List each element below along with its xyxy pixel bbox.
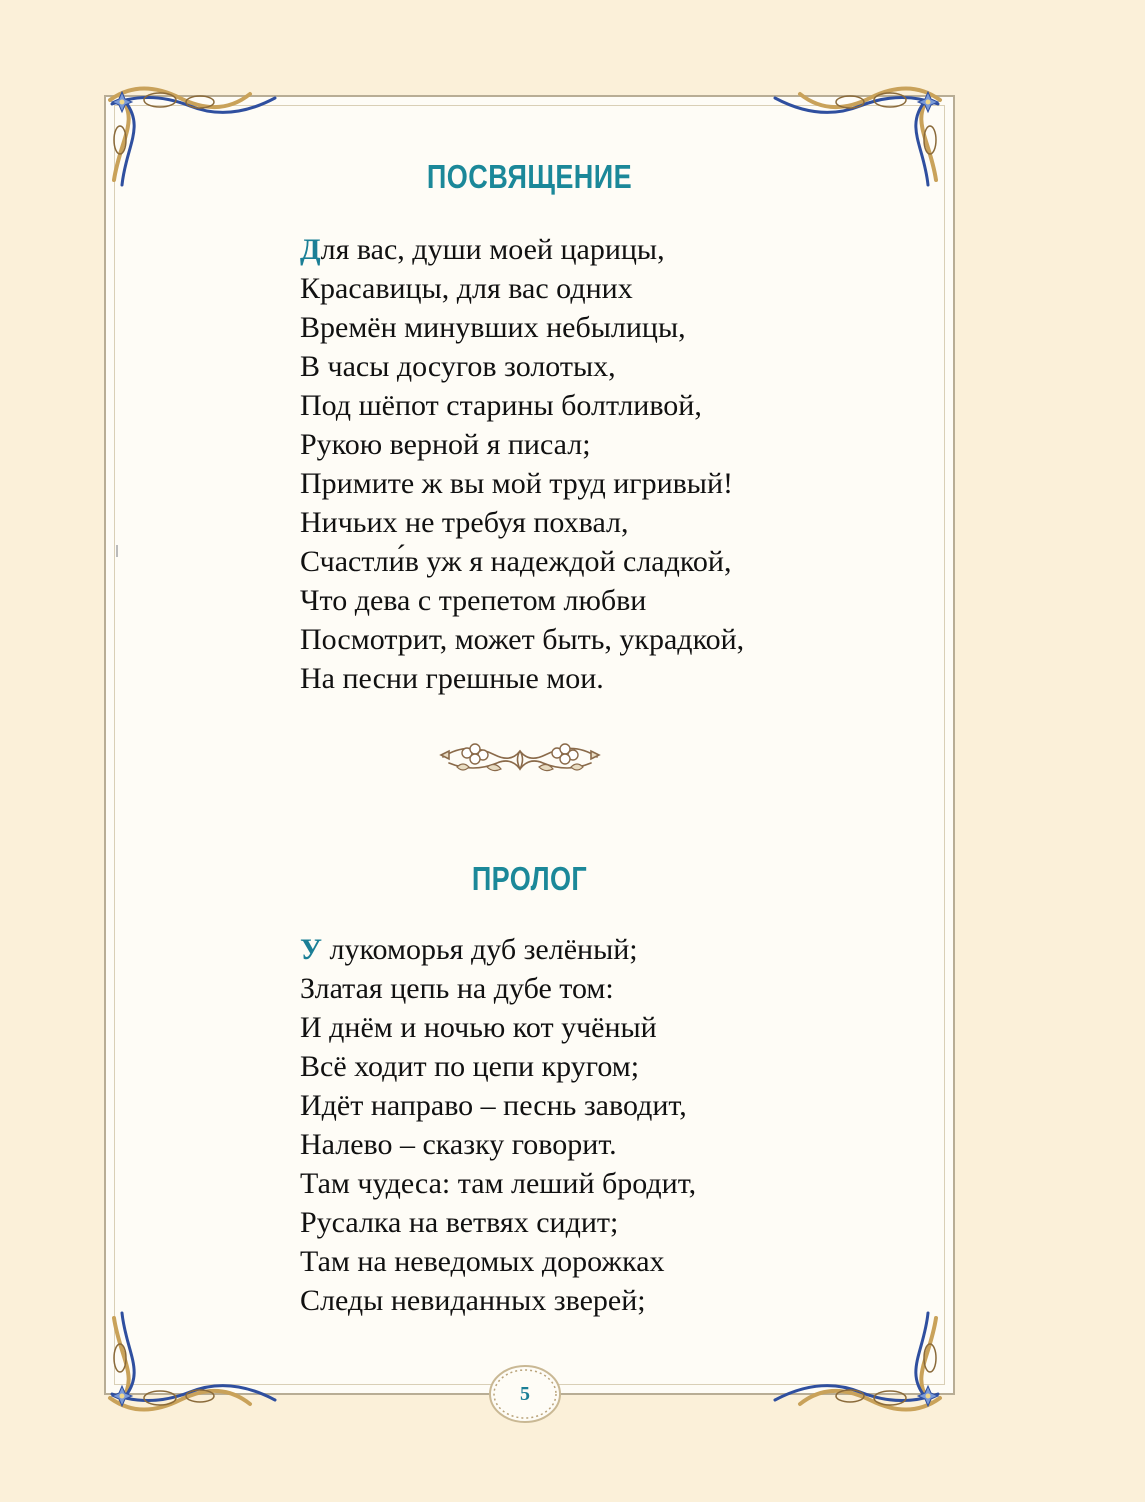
- floral-ornament-icon: [437, 733, 603, 783]
- poem-line: На песни грешные мои.: [300, 662, 604, 695]
- page-number: 5: [520, 1383, 530, 1405]
- poem-line: Там чудеса: там леший бродит,: [300, 1167, 697, 1200]
- poem-line: Там на неведомых дорожках: [300, 1245, 665, 1278]
- poem-line: Идёт направо – песнь заводит,: [300, 1089, 687, 1122]
- poem-line: Златая цепь на дубе том:: [300, 972, 614, 1005]
- poem-line: [300, 230, 920, 269]
- poem-line: И днём и ночью кот учёный: [300, 1011, 657, 1044]
- poem-line: Следы невиданных зверей;: [300, 1284, 646, 1317]
- poem-line: Что дева с трепетом любви: [300, 584, 647, 617]
- page-number-medallion: [487, 1363, 563, 1425]
- dedication-poem: [300, 230, 920, 698]
- poem-line: [300, 930, 920, 969]
- poem-line: Примите ж вы мой труд игривый!: [300, 467, 734, 500]
- poem-line: Под шёпот старины болтливой,: [300, 389, 702, 422]
- poem-line: Посмотрит, может быть, украдкой,: [300, 623, 745, 656]
- poem-line: Счастли́в уж я надеждой сладкой,: [300, 545, 732, 578]
- poem-line: Всё ходит по цепи кругом;: [300, 1050, 640, 1083]
- poem-line: Рукою верной я писал;: [300, 428, 591, 461]
- poem-line: Ничьих не требуя похвал,: [300, 506, 629, 539]
- edge-mark: [116, 545, 118, 557]
- poem-line: Налево – сказку говорит.: [300, 1128, 617, 1161]
- corner-ornament-icon: [770, 1308, 950, 1418]
- prologue-poem: [300, 930, 920, 1320]
- corner-ornament-icon: [100, 1308, 280, 1418]
- drop-cap: Д: [300, 233, 321, 266]
- dedication-title: ПОСВЯЩЕНИЕ: [426, 158, 633, 195]
- prologue-title: ПРОЛОГ: [471, 860, 588, 897]
- poem-line: Красавицы, для вас одних: [300, 272, 633, 305]
- poem-line: Русалка на ветвях сидит;: [300, 1206, 619, 1239]
- poem-line-rest: лукоморья дуб зелёный;: [322, 933, 638, 966]
- poem-line-rest: ля вас, души моей царицы,: [320, 233, 665, 266]
- poem-line: В часы досугов золотых,: [300, 350, 616, 383]
- drop-cap: У: [300, 933, 323, 966]
- poem-line: Времён минувших небылицы,: [300, 311, 686, 344]
